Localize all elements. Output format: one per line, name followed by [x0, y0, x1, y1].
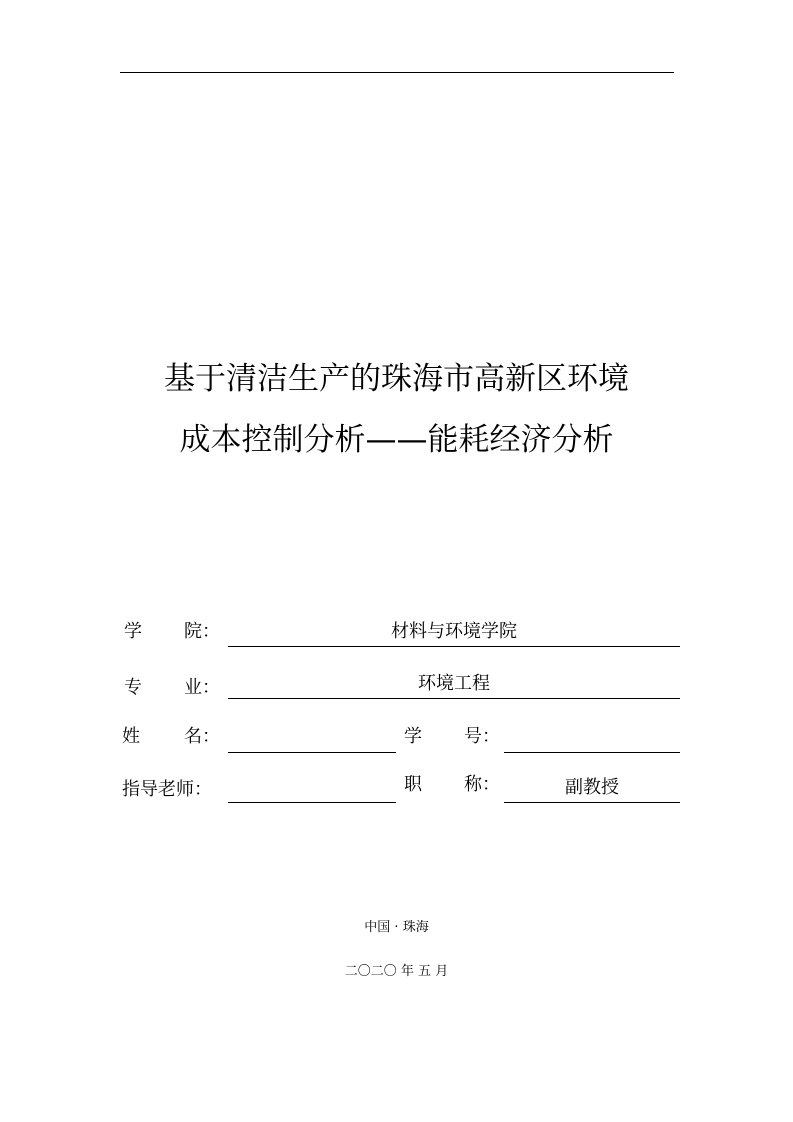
- footer-place: 中国 · 珠海: [364, 920, 429, 935]
- name-label-char-1: 姓: [122, 726, 140, 747]
- title-rank-underline: [504, 802, 680, 803]
- advisor-label: 指导老师：: [122, 779, 212, 800]
- college-label-char-2: 院：: [184, 621, 220, 642]
- major-value: 环境工程: [418, 673, 490, 694]
- footer-date: 二〇二〇 年 五 月: [344, 964, 449, 979]
- student-id-underline: [504, 752, 680, 753]
- college-label-char-1: 学: [124, 621, 142, 642]
- major-label-char-2: 业：: [184, 677, 220, 698]
- title-rank-value: 副教授: [565, 777, 619, 798]
- thesis-title-line-2: 成本控制分析——能耗经济分析: [179, 422, 614, 458]
- college-value: 材料与环境学院: [391, 621, 517, 642]
- header-rule: [120, 72, 674, 73]
- major-underline: [228, 698, 680, 699]
- thesis-title-line-1: 基于清洁生产的珠海市高新区环境: [164, 361, 629, 397]
- student-id-label-char-1: 学: [404, 726, 422, 747]
- college-underline: [228, 646, 680, 647]
- title-rank-label-char-1: 职: [404, 774, 422, 795]
- major-label-char-1: 专: [124, 677, 142, 698]
- name-underline: [228, 752, 396, 753]
- advisor-underline: [228, 802, 396, 803]
- title-rank-label-char-2: 称：: [464, 774, 500, 795]
- name-label-char-2: 名：: [184, 726, 220, 747]
- student-id-label-char-2: 号：: [464, 726, 500, 747]
